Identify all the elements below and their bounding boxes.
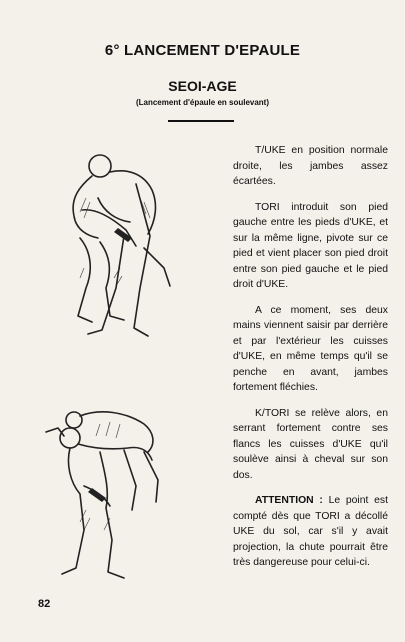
title-rule [168, 120, 234, 122]
illustration-seoi-age-step-1 [40, 138, 190, 353]
paragraph-2: TORI introduit son pied gauche entre les pieds d'UKE, et sur la même ligne, pivote sur ce pied et vient placer son pied droit entre son pied gauche et le pied droit d'UKE. [233, 201, 388, 290]
paragraph-1: T/UKE en position normale droite, les jambes assez écartées. [233, 145, 388, 187]
page-number: 82 [38, 598, 51, 610]
page-title: 6° LANCEMENT D'EPAULE [104, 42, 301, 59]
illustration-seoi-age-step-2 [40, 390, 190, 590]
text-column [233, 143, 388, 581]
technique-translation: (Lancement d'épaule en soulevant) [135, 98, 270, 107]
attention-label: ATTENTION : [255, 495, 323, 506]
paragraph-3: A ce moment, ses deux mains viennent saisir par derrière et par l'extérieur les cuisses d'UKE, en même temps qu'il se penche en avant, jambes fortement fléchies. [233, 304, 388, 393]
technique-name: SEOI-AGE [168, 78, 237, 94]
paragraph-4: K/TORI se relève alors, en serrant fortement contre ses flancs les cuisses d'UKE qu'il soulève ainsi à cheval sur son dos. [233, 407, 388, 481]
attention-text: Le point est compté dès que TORI a décollé UKE du sol, car s'il y avait projection, la chute pourrait être très dangereuse pour celui-ci. [233, 495, 388, 568]
paragraph-5 [233, 493, 388, 571]
